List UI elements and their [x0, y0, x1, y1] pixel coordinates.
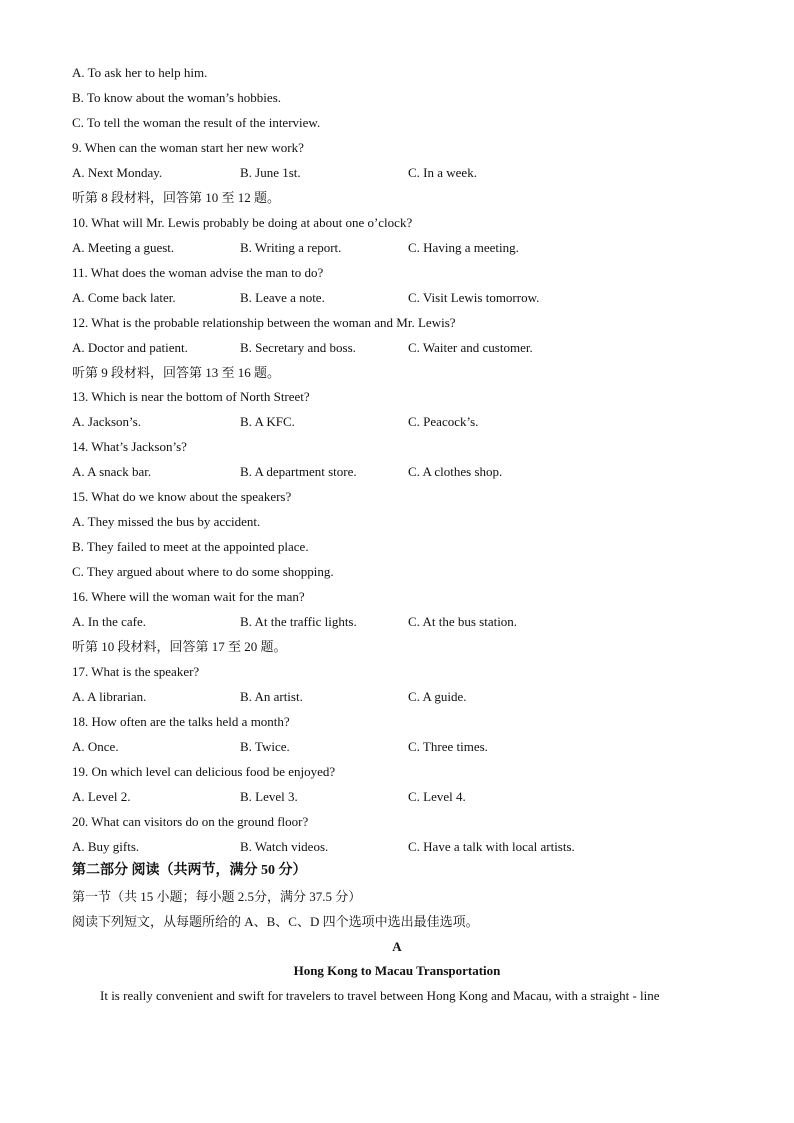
q16-option-b: B. At the traffic lights. — [240, 614, 357, 629]
passage-letter: A — [392, 939, 402, 954]
q12-option-a: A. Doctor and patient. — [72, 340, 188, 355]
q16-options — [72, 614, 712, 630]
q10-option-c: C. Having a meeting. — [408, 240, 519, 255]
q16-option-a: A. In the cafe. — [72, 614, 146, 629]
q9-options — [72, 165, 712, 181]
q13-option-b: B. A KFC. — [240, 414, 295, 429]
q18-option-c: C. Three times. — [408, 739, 488, 754]
q11-option-c: C. Visit Lewis tomorrow. — [408, 290, 540, 305]
part-2-heading: 第二部分 阅读（共两节，满分 50 分） — [72, 863, 307, 878]
q19-option-c: C. Level 4. — [408, 789, 466, 804]
q20-option-c: C. Have a talk with local artists. — [408, 839, 575, 854]
material-10-instruction: 听第 10 段材料，回答第 17 至 20 题。 — [72, 639, 287, 654]
q15-option-a: A. They missed the bus by accident. — [72, 514, 261, 529]
section-1-heading: 第一节（共 15 小题；每小题 2.5分，满分 37.5 分） — [72, 889, 362, 904]
q16-stem: 16. Where will the woman wait for the man? — [72, 589, 305, 604]
q14-stem: 14. What’s Jackson’s? — [72, 439, 187, 454]
q17-stem: 17. What is the speaker? — [72, 664, 200, 679]
q8-option-c: C. To tell the woman the result of the interview. — [72, 115, 321, 130]
q13-stem: 13. Which is near the bottom of North Street? — [72, 389, 310, 404]
q17-options — [72, 689, 712, 705]
q18-option-a: A. Once. — [72, 739, 119, 754]
q9-stem: 9. When can the woman start her new work? — [72, 140, 304, 155]
q18-options — [72, 739, 712, 755]
q15-option-c: C. They argued about where to do some shopping. — [72, 564, 334, 579]
q19-option-b: B. Level 3. — [240, 789, 298, 804]
q15-option-b: B. They failed to meet at the appointed place. — [72, 539, 309, 554]
q11-stem: 11. What does the woman advise the man to do? — [72, 265, 324, 280]
q8-option-a: A. To ask her to help him. — [72, 65, 208, 80]
passage-title: Hong Kong to Macau Transportation — [293, 963, 501, 978]
q20-option-a: A. Buy gifts. — [72, 839, 140, 854]
q18-option-b: B. Twice. — [240, 739, 290, 754]
q14-options — [72, 464, 712, 480]
q16-option-c: C. At the bus station. — [408, 614, 518, 629]
q12-option-c: C. Waiter and customer. — [408, 340, 533, 355]
q14-option-b: B. A department store. — [240, 464, 357, 479]
q8-option-b: B. To know about the woman’s hobbies. — [72, 90, 282, 105]
q18-stem: 18. How often are the talks held a month? — [72, 714, 290, 729]
q11-option-b: B. Leave a note. — [240, 290, 325, 305]
q12-option-b: B. Secretary and boss. — [240, 340, 356, 355]
q17-option-c: C. A guide. — [408, 689, 467, 704]
q10-option-a: A. Meeting a guest. — [72, 240, 175, 255]
q15-stem: 15. What do we know about the speakers? — [72, 489, 292, 504]
q12-options — [72, 340, 712, 356]
q14-option-a: A. A snack bar. — [72, 464, 152, 479]
q14-option-c: C. A clothes shop. — [408, 464, 503, 479]
q11-options — [72, 290, 712, 306]
q10-options — [72, 240, 712, 256]
q9-option-a: A. Next Monday. — [72, 165, 163, 180]
q12-stem: 12. What is the probable relationship between the woman and Mr. Lewis? — [72, 315, 456, 330]
q17-option-b: B. An artist. — [240, 689, 303, 704]
q20-options — [72, 839, 712, 855]
material-8-instruction: 听第 8 段材料，回答第 10 至 12 题。 — [72, 190, 281, 205]
q9-option-c: C. In a week. — [408, 165, 477, 180]
material-9-instruction: 听第 9 段材料，回答第 13 至 16 题。 — [72, 365, 281, 380]
q20-stem: 20. What can visitors do on the ground floor? — [72, 814, 309, 829]
q19-stem: 19. On which level can delicious food be enjoyed? — [72, 764, 336, 779]
reading-instruction: 阅读下列短文，从每题所给的 A、B、C、D 四个选项中选出最佳选项。 — [72, 914, 479, 929]
q10-stem: 10. What will Mr. Lewis probably be doing at about one o’clock? — [72, 215, 413, 230]
q10-option-b: B. Writing a report. — [240, 240, 342, 255]
q13-option-c: C. Peacock’s. — [408, 414, 479, 429]
q19-option-a: A. Level 2. — [72, 789, 131, 804]
q11-option-a: A. Come back later. — [72, 290, 176, 305]
passage-first-line: It is really convenient and swift for travelers to travel between Hong Kong and Macau, with a straight - line — [100, 988, 660, 1003]
q19-options — [72, 789, 712, 805]
q13-option-a: A. Jackson’s. — [72, 414, 141, 429]
q17-option-a: A. A librarian. — [72, 689, 147, 704]
q20-option-b: B. Watch videos. — [240, 839, 329, 854]
q9-option-b: B. June 1st. — [240, 165, 301, 180]
q13-options — [72, 414, 712, 430]
